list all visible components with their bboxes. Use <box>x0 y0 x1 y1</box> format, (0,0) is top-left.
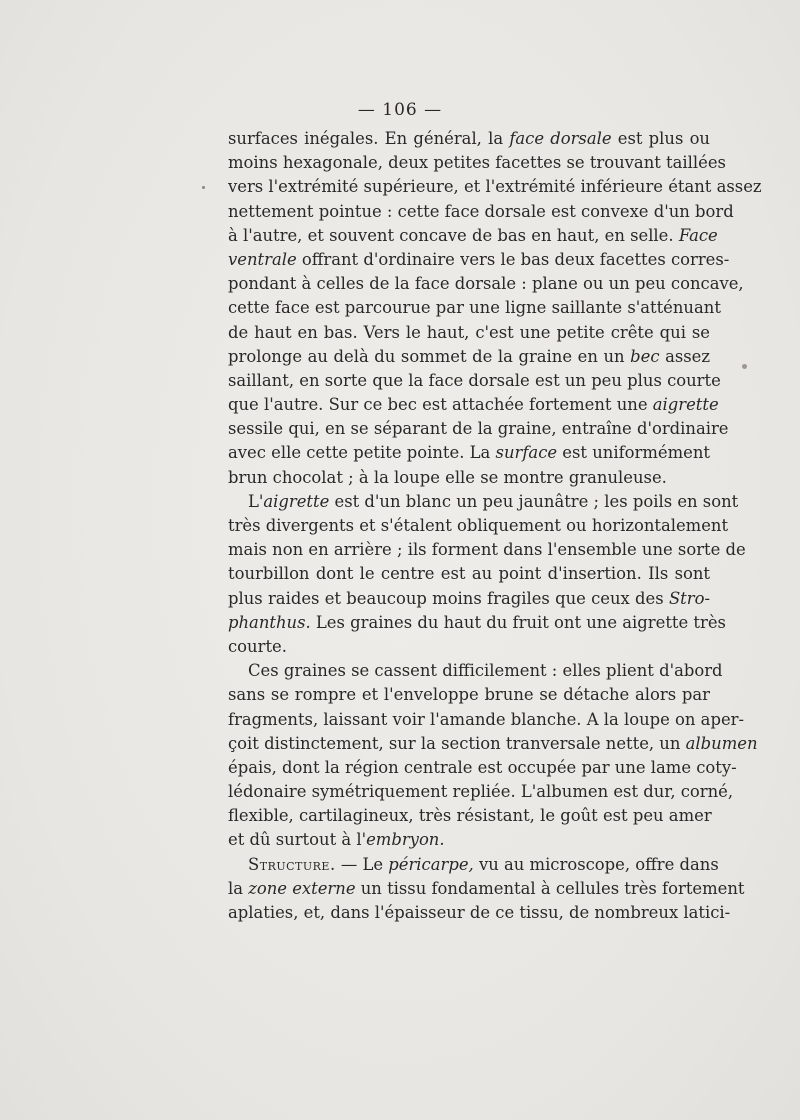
text-line <box>228 635 710 659</box>
text-run: saillant, en sorte que la face dorsale est un peu plus courte <box>228 370 721 390</box>
text-line <box>228 804 710 828</box>
ink-speck <box>742 364 747 369</box>
text-run: très divergents et s'étalent obliquement ou horizontalement <box>228 516 729 535</box>
italic-term: albumen <box>685 733 758 753</box>
text-line <box>228 853 719 877</box>
text-line <box>228 369 721 393</box>
text-run: assez <box>659 346 711 366</box>
text-line <box>228 224 718 248</box>
italic-term: face dorsale <box>509 129 612 148</box>
text-run: çoit distinctement, sur la section tranversale nette, un <box>228 733 686 753</box>
text-line <box>228 175 762 199</box>
text-line <box>228 756 737 780</box>
text-run: sans se rompre et l'enveloppe brune se détache alors par <box>228 685 710 705</box>
italic-term: aigrette <box>263 491 330 511</box>
italic-term: péricarpe, <box>388 854 474 874</box>
text-line <box>228 272 744 296</box>
text-line <box>228 683 710 707</box>
text-run: courte. <box>228 636 287 656</box>
text-run: la <box>228 878 249 898</box>
text-run: fragments, laissant voir l'amande blanche. A la loupe on aper- <box>228 709 745 729</box>
italic-term: aigrette <box>652 395 719 415</box>
text-run: un tissu fondamental à cellules très fortement <box>355 878 745 898</box>
text-line <box>228 828 710 852</box>
text-line <box>228 466 710 490</box>
text-line <box>228 901 731 925</box>
text-run: lédonaire symétriquement repliée. L'albumen est dur, corné, <box>228 782 734 802</box>
text-run: avec elle cette petite pointe. La <box>228 443 496 463</box>
text-line <box>228 587 710 611</box>
italic-term: phanthus. <box>228 612 311 632</box>
text-run: surfaces inégales. En général, la <box>228 129 510 148</box>
section-heading: Structure. <box>248 854 336 874</box>
italic-term: embryon. <box>366 830 445 850</box>
text-line <box>228 490 739 514</box>
text-run: mais non en arrière ; ils forment dans l'ensemble une sorte de <box>228 540 746 560</box>
text-run: flexible, cartilagineux, très résistant, le goût est peu amer <box>228 806 712 826</box>
text-line <box>228 732 758 756</box>
text-line <box>228 321 710 345</box>
text-line <box>228 393 719 417</box>
text-run: brun chocolat ; à la loupe elle se montre granuleuse. <box>228 467 667 487</box>
text-run: tourbillon dont le centre est au point d'insertion. Ils sont <box>228 564 710 584</box>
text-line <box>228 441 710 465</box>
text-line <box>228 151 726 175</box>
text-run: pondant à celles de la face dorsale : plane ou un peu concave, <box>228 274 744 294</box>
text-line <box>228 780 734 804</box>
text-run: Ces graines se cassent difficilement : elles plient d'abord <box>248 661 723 681</box>
text-run: de haut en bas. Vers le haut, c'est une petite crête qui se <box>228 322 710 342</box>
text-run: vu au microscope, offre dans <box>473 854 719 874</box>
italic-term: zone externe <box>248 878 356 898</box>
text-line <box>228 200 734 224</box>
text-run: offrant d'ordinaire vers le bas deux facettes corres- <box>296 249 730 269</box>
text-run: plus raides et beaucoup moins fragiles que ceux des <box>228 588 669 608</box>
text-line <box>228 877 745 901</box>
text-run: est d'un blanc un peu jaunâtre ; les poils en sont <box>329 491 739 511</box>
page-number: — 106 — <box>357 100 443 120</box>
text-run: moins hexagonale, deux petites facettes se trouvant taillées <box>228 153 726 173</box>
italic-term: ventrale <box>228 249 297 269</box>
text-line <box>228 345 710 369</box>
text-line <box>228 514 729 538</box>
text-run: que l'autre. Sur ce bec est attachée fortement une <box>228 395 653 415</box>
text-line <box>228 708 745 732</box>
text-run: sessile qui, en se séparant de la graine, entraîne d'ordinaire <box>228 419 729 439</box>
text-run: nettement pointue : cette face dorsale est convexe d'un bord <box>228 201 734 221</box>
italic-term: Stro- <box>668 588 710 608</box>
italic-term: bec <box>630 346 660 366</box>
ink-speck <box>202 186 205 189</box>
text-run: aplaties, et, dans l'épaisseur de ce tissu, de nombreux latici- <box>228 903 731 922</box>
text-line <box>228 127 710 151</box>
text-line <box>228 296 721 320</box>
text-run: prolonge au delà du sommet de la graine en un <box>228 346 631 366</box>
text-run: vers l'extrémité supérieure, et l'extrémité inférieure étant assez <box>228 177 762 197</box>
text-run: — Le <box>335 854 389 874</box>
body-text <box>228 127 762 925</box>
text-run: épais, dont la région centrale est occupée par une lame coty- <box>228 757 737 777</box>
text-line <box>228 248 730 272</box>
text-run: à l'autre, et souvent concave de bas en haut, en selle. <box>228 225 679 245</box>
text-run: cette face est parcourue par une ligne saillante s'atténuant <box>228 298 721 318</box>
text-run: et dû surtout à l' <box>228 830 367 850</box>
text-line <box>228 659 723 683</box>
text-line <box>228 562 710 586</box>
italic-term: surface <box>495 443 558 463</box>
text-line <box>228 611 726 635</box>
text-run: L' <box>248 491 264 511</box>
text-line <box>228 417 729 441</box>
text-run: Les graines du haut du fruit ont une aigrette très <box>310 612 726 632</box>
text-run: est plus ou <box>611 129 710 148</box>
italic-term: Face <box>678 225 718 245</box>
text-line <box>228 538 746 562</box>
text-run: est uniformément <box>557 443 710 463</box>
